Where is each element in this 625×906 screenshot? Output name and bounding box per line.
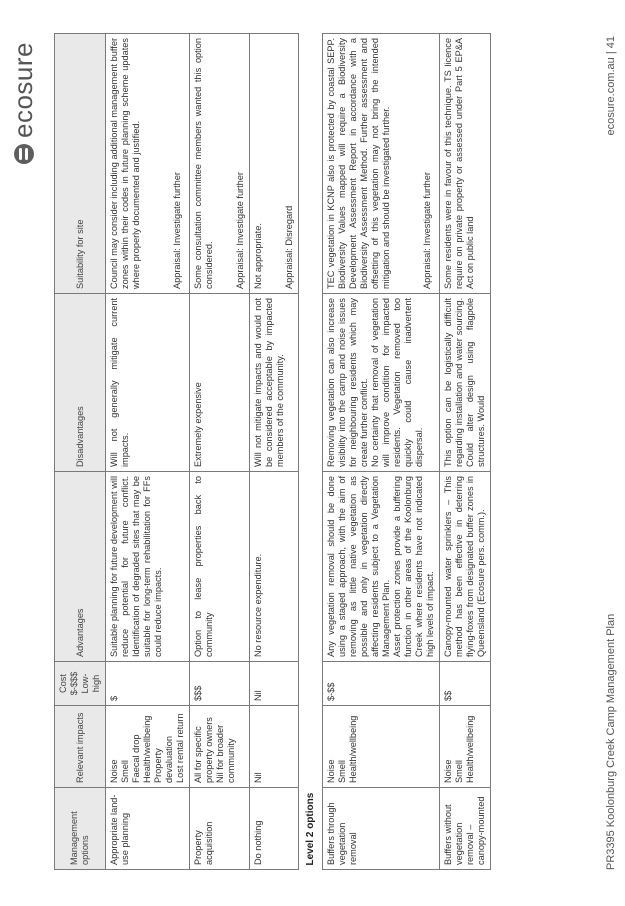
disadvantages-cell: Will not mitigate impacts and would not be considered acceptable by impacted members of the community. [250,294,299,472]
impact-item: Noise [326,759,336,783]
cost-cell: $$ [440,662,491,706]
advantages-cell: Suitable planning for future development will reduce potential for future conflict. Identification of degraded sites that may be suitable for long-term rehabilitation for FFs could reduce impacts. [106,472,190,662]
advantages-cell: No resource expenditure. [250,472,299,662]
brand-logo-text: ecosure [8,42,38,138]
impacts-cell [250,706,299,788]
advantages-paragraph: Any vegetation removal should be done using a staged approach, with the aim of removing as little native vegetation as possible and only in vegetation directly affecting residents subject to a Vegetation Management Plan. [326,476,391,657]
impact-item: Lost rental return [175,713,185,783]
advantages-paragraph: Asset protection zones provide a buffering function in other areas of the Koolonburg Creek where residents have not indicated high levels of impact. [392,476,435,657]
ecosure-logo-icon [14,144,34,164]
option-cell: Buffers without vegetation removal – canopy-mounted [440,788,491,870]
header-cost-line2: $-$$$ [69,671,79,696]
appraisal-text: Appraisal: Investigate further [235,172,245,289]
impact-item: Health/wellbeing [465,715,475,783]
header-suitability: Suitability for site [55,34,106,294]
cost-cell: $$$ [190,662,250,706]
cost-cell: $ [106,662,190,706]
level2-subheading: Level 2 options [299,34,323,870]
table-row [323,34,440,870]
table-row [440,34,491,870]
disadvantages-paragraph: No certainty that removal of vegetation will improve condition for impacted residents. Vegetation removed too quickly could cause inadvertent dispersal. [370,298,424,467]
option-cell: Buffers through vegetation removal [323,788,440,870]
impact-item: Noise [443,759,453,783]
impact-item: Noise [109,759,119,783]
disadvantages-cell: Extremely expensive [190,294,250,472]
table-row [190,34,250,870]
header-advantages: Advantages [55,472,106,662]
impact-item: Health/wellbeing [348,715,358,783]
header-cost [55,662,106,706]
impacts-cell [440,706,491,788]
impact-item: Smell [120,760,130,783]
table-row [106,34,190,870]
appraisal-text: Appraisal: Investigate further [172,172,182,289]
suitability-cell [250,34,299,294]
header-impacts: Relevant impacts [55,706,106,788]
footer-document-title: PR3395 Koolonburg Creek Camp Management Plan [605,613,617,870]
appraisal-text: Appraisal: Investigate further [422,172,432,289]
suitability-text: Not appropriate. [253,223,263,289]
suitability-cell [106,34,190,294]
option-cell: Appropriate land-use planning [106,788,190,870]
header-cost-line3: Low-high [80,673,101,694]
cost-cell: $-$$ [323,662,440,706]
level2-subheading-row [299,34,323,870]
header-options: Management options [55,788,106,870]
table-header-row [55,34,106,870]
impact-item: Health/wellbeing [142,715,152,783]
impacts-cell [106,706,190,788]
impact-item: Nil for broader community [215,724,236,783]
advantages-cell [323,472,440,662]
disadvantages-cell: This option can be logistically difficult regarding installation and water sourcing. Could alter design using flagpole structures. Would [440,294,491,472]
suitability-text: Council may consider including additional management buffer zones within their codes in future planning scheme updates where properly documented and justified. [109,38,141,289]
header-cost-line1: Cost [58,674,68,693]
impact-item: All for specific property owners [193,717,214,783]
table-row [250,34,299,870]
advantages-cell: Canopy-mounted water sprinklers – This method has been effective in deterring flying-foxes from designated buffer zones in Queensland (Ecosure pers. comm.). [440,472,491,662]
brand [8,42,39,164]
footer-site-and-page: ecosure.com.au | 41 [605,36,617,136]
advantages-cell: Option to lease properties back to community [190,472,250,662]
impact-item: Smell [454,760,464,783]
impacts-cell [190,706,250,788]
disadvantages-paragraph: Removing vegetation can also increase visibility into the camp and noise issues for neighbouring residents which may create further conflict. [326,298,369,467]
impact-item: Nil [253,772,263,783]
disadvantages-cell [323,294,440,472]
header-disadvantages: Disadvantages [55,294,106,472]
disadvantages-cell: Will not generally mitigate current impacts. [106,294,190,472]
impacts-cell [323,706,440,788]
option-cell: Property acquisition [190,788,250,870]
impact-item: Smell [337,760,347,783]
impact-item: Property devaluation [153,736,174,783]
cost-cell: Nil [250,662,299,706]
management-options-table [54,33,491,870]
suitability-cell [323,34,440,294]
impact-item: Faecal drop [131,734,141,783]
suitability-text: Some consultation committee members wanted this option considered. [193,38,214,289]
appraisal-text: Appraisal: Disregard [284,205,294,289]
suitability-cell: Some residents were in favour of this technique. TS licence require on private property or assessed under Part 5 EP&A Act on public land [440,34,491,294]
option-cell: Do nothing [250,788,299,870]
suitability-text: TEC vegetation in KCNP also is protected by coastal SEPP. Biodiversity Values mapped will require a Biodiversity Development Assessment Report in accordance with a Biodiversity Assessment Method. Further assessment and offsetting of this vegetation may not bring the intended mitigation and should be investigated further. [326,38,391,289]
suitability-cell [190,34,250,294]
